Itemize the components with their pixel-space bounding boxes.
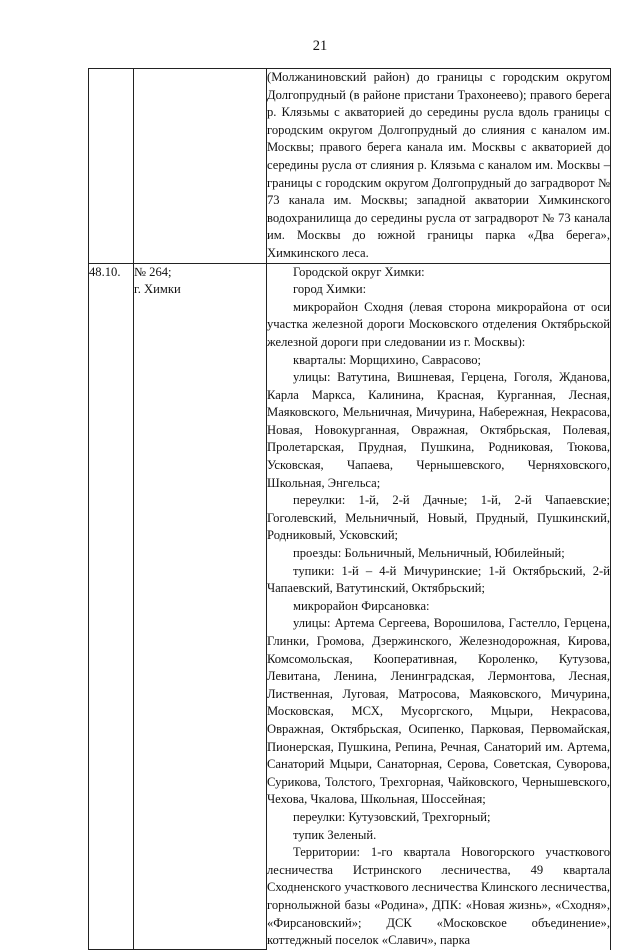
district-name-line: № 264; bbox=[134, 264, 172, 279]
description-paragraph: тупики: 1-й – 4-й Мичуринские; 1-й Октябрьский, 2-й Чапаевский, Ватутинский, Октябрьский; bbox=[267, 563, 610, 596]
page-number: 21 bbox=[312, 38, 328, 54]
boundary-description-cell bbox=[267, 69, 611, 264]
district-name-line: г. Химки bbox=[134, 282, 181, 297]
description-paragraph: проезды: Больничный, Мельничный, Юбилейный; bbox=[293, 546, 565, 561]
description-paragraph: Городской округ Химки: bbox=[293, 264, 425, 279]
description-paragraph: переулки: 1-й, 2-й Дачные; 1-й, 2-й Чапаевские; Гоголевский, Мельничный, Новый, Прудный, Пушкинский, Родниковый, Усковский; bbox=[267, 493, 610, 543]
description-paragraph: кварталы: Морщихино, Саврасово; bbox=[293, 352, 482, 367]
description-paragraph: микрорайон Фирсановка: bbox=[293, 598, 430, 613]
description-paragraph: улицы: Ватутина, Вишневая, Герцена, Гоголя, Жданова, Карла Маркса, Калинина, Красная, Курганная, Лесная, Маяковского, Мельничная, Мичурина, Набережная, Некрасова, Новая, Новокурганная, Овражная, Октябрьская, Полевая, Пролетарская, Прудная, Пушкина, Родниковая, Тюкова, Усковская, Чапаева, Чернышевского, Черняховского, Школьная, Энгельса; bbox=[267, 370, 610, 490]
table-row bbox=[89, 263, 611, 950]
description-paragraph: переулки: Кутузовский, Трехгорный; bbox=[293, 809, 491, 824]
districts-table bbox=[88, 68, 611, 950]
description-paragraph: (Молжаниновский район) до границы с городским округом Долгопрудный (в районе пристани Трахонеево); правого берега р. Клязьмы с акваторией до середины русла вдоль границы с городским округом Долгопрудный до слияния с каналом им. Москвы; правого берега канала им. Москвы с акваторией до середины русла от слияния р. Клязьма с каналом им. Москвы – границы с городским округом Долгопрудный до заградворот № 73 канала им. Москвы; западной акватории Химкинского водохранилища до середины русла от заградворот № 73 канала им. Москвы до южной границы парка «Два берега», Химкинского леса. bbox=[267, 70, 610, 260]
description-paragraph: микрорайон Сходня (левая сторона микрорайона от оси участка железной дороги Московского отделения Октябрьской железной дороги при следовании из г. Москвы): bbox=[267, 299, 610, 349]
boundary-description-cell bbox=[267, 263, 611, 950]
row-number-cell bbox=[89, 69, 134, 264]
table-row bbox=[89, 69, 611, 264]
description-paragraph: Территории: 1-го квартала Новогорского участкового лесничества Истринского лесничества, 49 квартала Сходненского участкового лесничества Клинского лесничества, горнолыжной базы «Родина», ДПК: «Новая жизнь», «Сходня», «Фирсановский»; ДСК «Московское объединение», коттеджный поселок «Славич», парка bbox=[267, 845, 610, 948]
district-name-cell bbox=[134, 69, 267, 264]
district-name-cell bbox=[134, 263, 267, 950]
description-paragraph: город Химки: bbox=[293, 282, 367, 297]
description-paragraph: тупик Зеленый. bbox=[293, 827, 377, 842]
row-number-cell: 48.10. bbox=[89, 263, 134, 950]
description-paragraph: улицы: Артема Сергеева, Ворошилова, Гастелло, Герцена, Глинки, Громова, Дзержинского, Железнодорожная, Кирова, Комсомольская, Кооперативная, Короленко, Кутузова, Левитана, Ленина, Ленинградская, Лермонтова, Лесная, Лиственная, Луговая, Матросова, Маяковского, Мичурина, Московская, МСХ, Мусоргского, Мцыри, Некрасова, Овражная, Октябрьская, Осипенко, Парковая, Первомайская, Пионерская, Пушкина, Репина, Речная, Санаторий им. Артема, Санаторий Мцыри, Санаторная, Серова, Советская, Суворова, Сурикова, Толстого, Трехгорная, Чайковского, Чернышевского, Чехова, Чкалова, Школьная, Шоссейная; bbox=[267, 616, 610, 807]
